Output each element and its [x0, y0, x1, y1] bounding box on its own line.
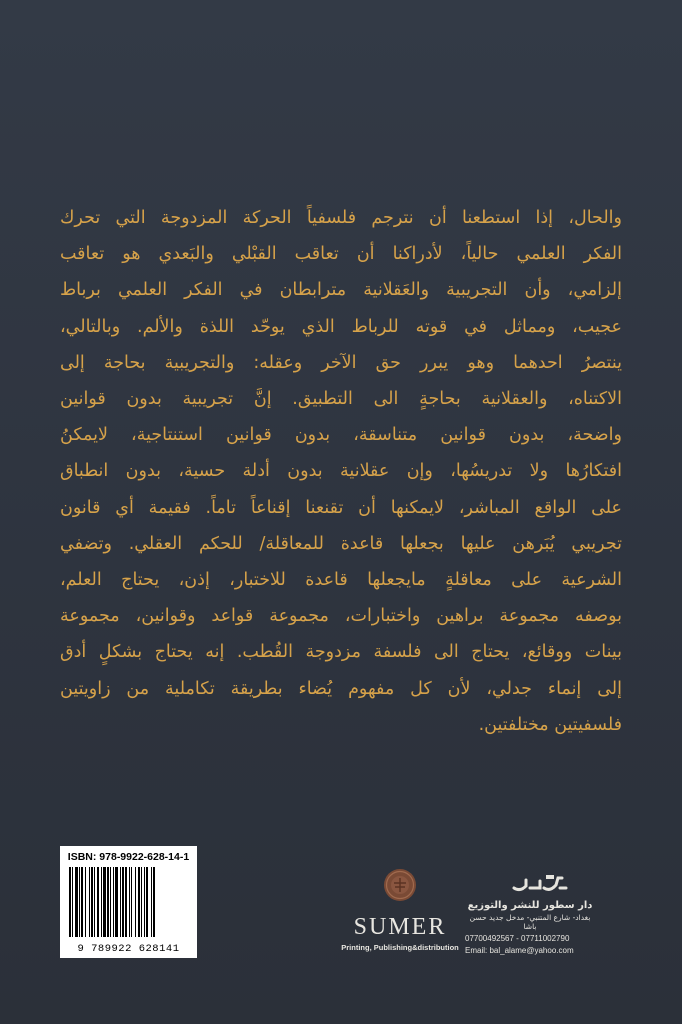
blurb-line: على الواقع المباشر، لايمكنها أن تقنعنا إقناعاً تاماً. فقيمة أي قانون: [60, 497, 622, 518]
blurb-line: بوصفه مجموعة براهين واختبارات، مجموعة قواعد وقوانين، مجموعة: [60, 606, 622, 627]
isbn-digits: 9 789922 628141: [77, 943, 180, 955]
back-cover-blurb: [60, 200, 622, 743]
blurb-line: تجريبي يُبَرهن عليها بجعلها قاعدة للمعاقلة/ للحكم العقلي. وتضفي: [60, 533, 622, 554]
blurb-line: عجيب، ومماثل في قوته للرباط الذي يوحّد اللذة والألم. وبالتالي،: [60, 316, 622, 337]
publisher-phone: 07700492567 - 07711002790: [465, 934, 570, 943]
publisher-info: [465, 872, 595, 955]
publisher-name: دار سطور للنشر والتوزيع: [467, 900, 593, 911]
blurb-line: فلسفيتين مختلفتين.: [478, 714, 622, 735]
isbn-barcode-block: [60, 846, 197, 958]
blurb-line: واضحة، بدون قوانين متناسقة، بدون قوانين استنتاجية، لايمكنُ: [60, 425, 622, 446]
blurb-line: الشرعية على معاقلةٍ مايجعلها قاعدة للاختبار، إذن، يحتاج العلم،: [60, 570, 622, 591]
blurb-line: إلى إنماء جدلي، لأن كل مفهوم يُضاء بطريقة تكاملية من زاويتين: [60, 678, 622, 699]
publisher-address: بغداد- شارع المتنبي- مدخل جديد حسن باشا: [469, 913, 591, 931]
blurb-line: افتكارُها ولا تدريسُها، وإن عقلانية بدون أدلة حسية، بدون انطباق: [60, 461, 622, 482]
isbn-label: ISBN: 978-9922-628-14-1: [67, 851, 190, 863]
blurb-line: بينات ووقائع، يحتاج الى فلسفة مزدوجة القُطب. إنه يحتاج بشكلٍ أدق: [60, 642, 622, 663]
sumer-publisher-mark: [330, 868, 470, 952]
sumer-name: SUMER: [353, 914, 447, 940]
blurb-line: ينتصرُ احدهما وهو يبرر حق الآخر وعقله: والتجريبية بحاجة إلى: [60, 352, 622, 373]
blurb-line: الاكتناه، والعقلانية بحاجةٍ الى التطبيق. إنَّ تجريبية بدون قوانين: [60, 389, 622, 410]
sutour-logo-icon: [510, 872, 570, 894]
barcode-icon: [67, 867, 190, 937]
sumer-tagline: Printing, Publishing&distribution: [341, 943, 459, 952]
blurb-line: إلزامي، وأن التجريبية والعَقلانية مترابطان في الفكر العلمي برباط: [60, 280, 622, 301]
blurb-line: والحال، إذا استطعنا أن نترجم فلسفياً الحركة المزدوجة التي تحرك: [60, 208, 622, 228]
publisher-email: Email: bal_alame@yahoo.com: [465, 946, 574, 955]
blurb-line: الفكر العلمي حالياً، لأدراكنا أن تعاقب القبْلي والبَعدي هو تعاقب: [60, 244, 622, 265]
sumer-seal-icon: [383, 868, 417, 902]
